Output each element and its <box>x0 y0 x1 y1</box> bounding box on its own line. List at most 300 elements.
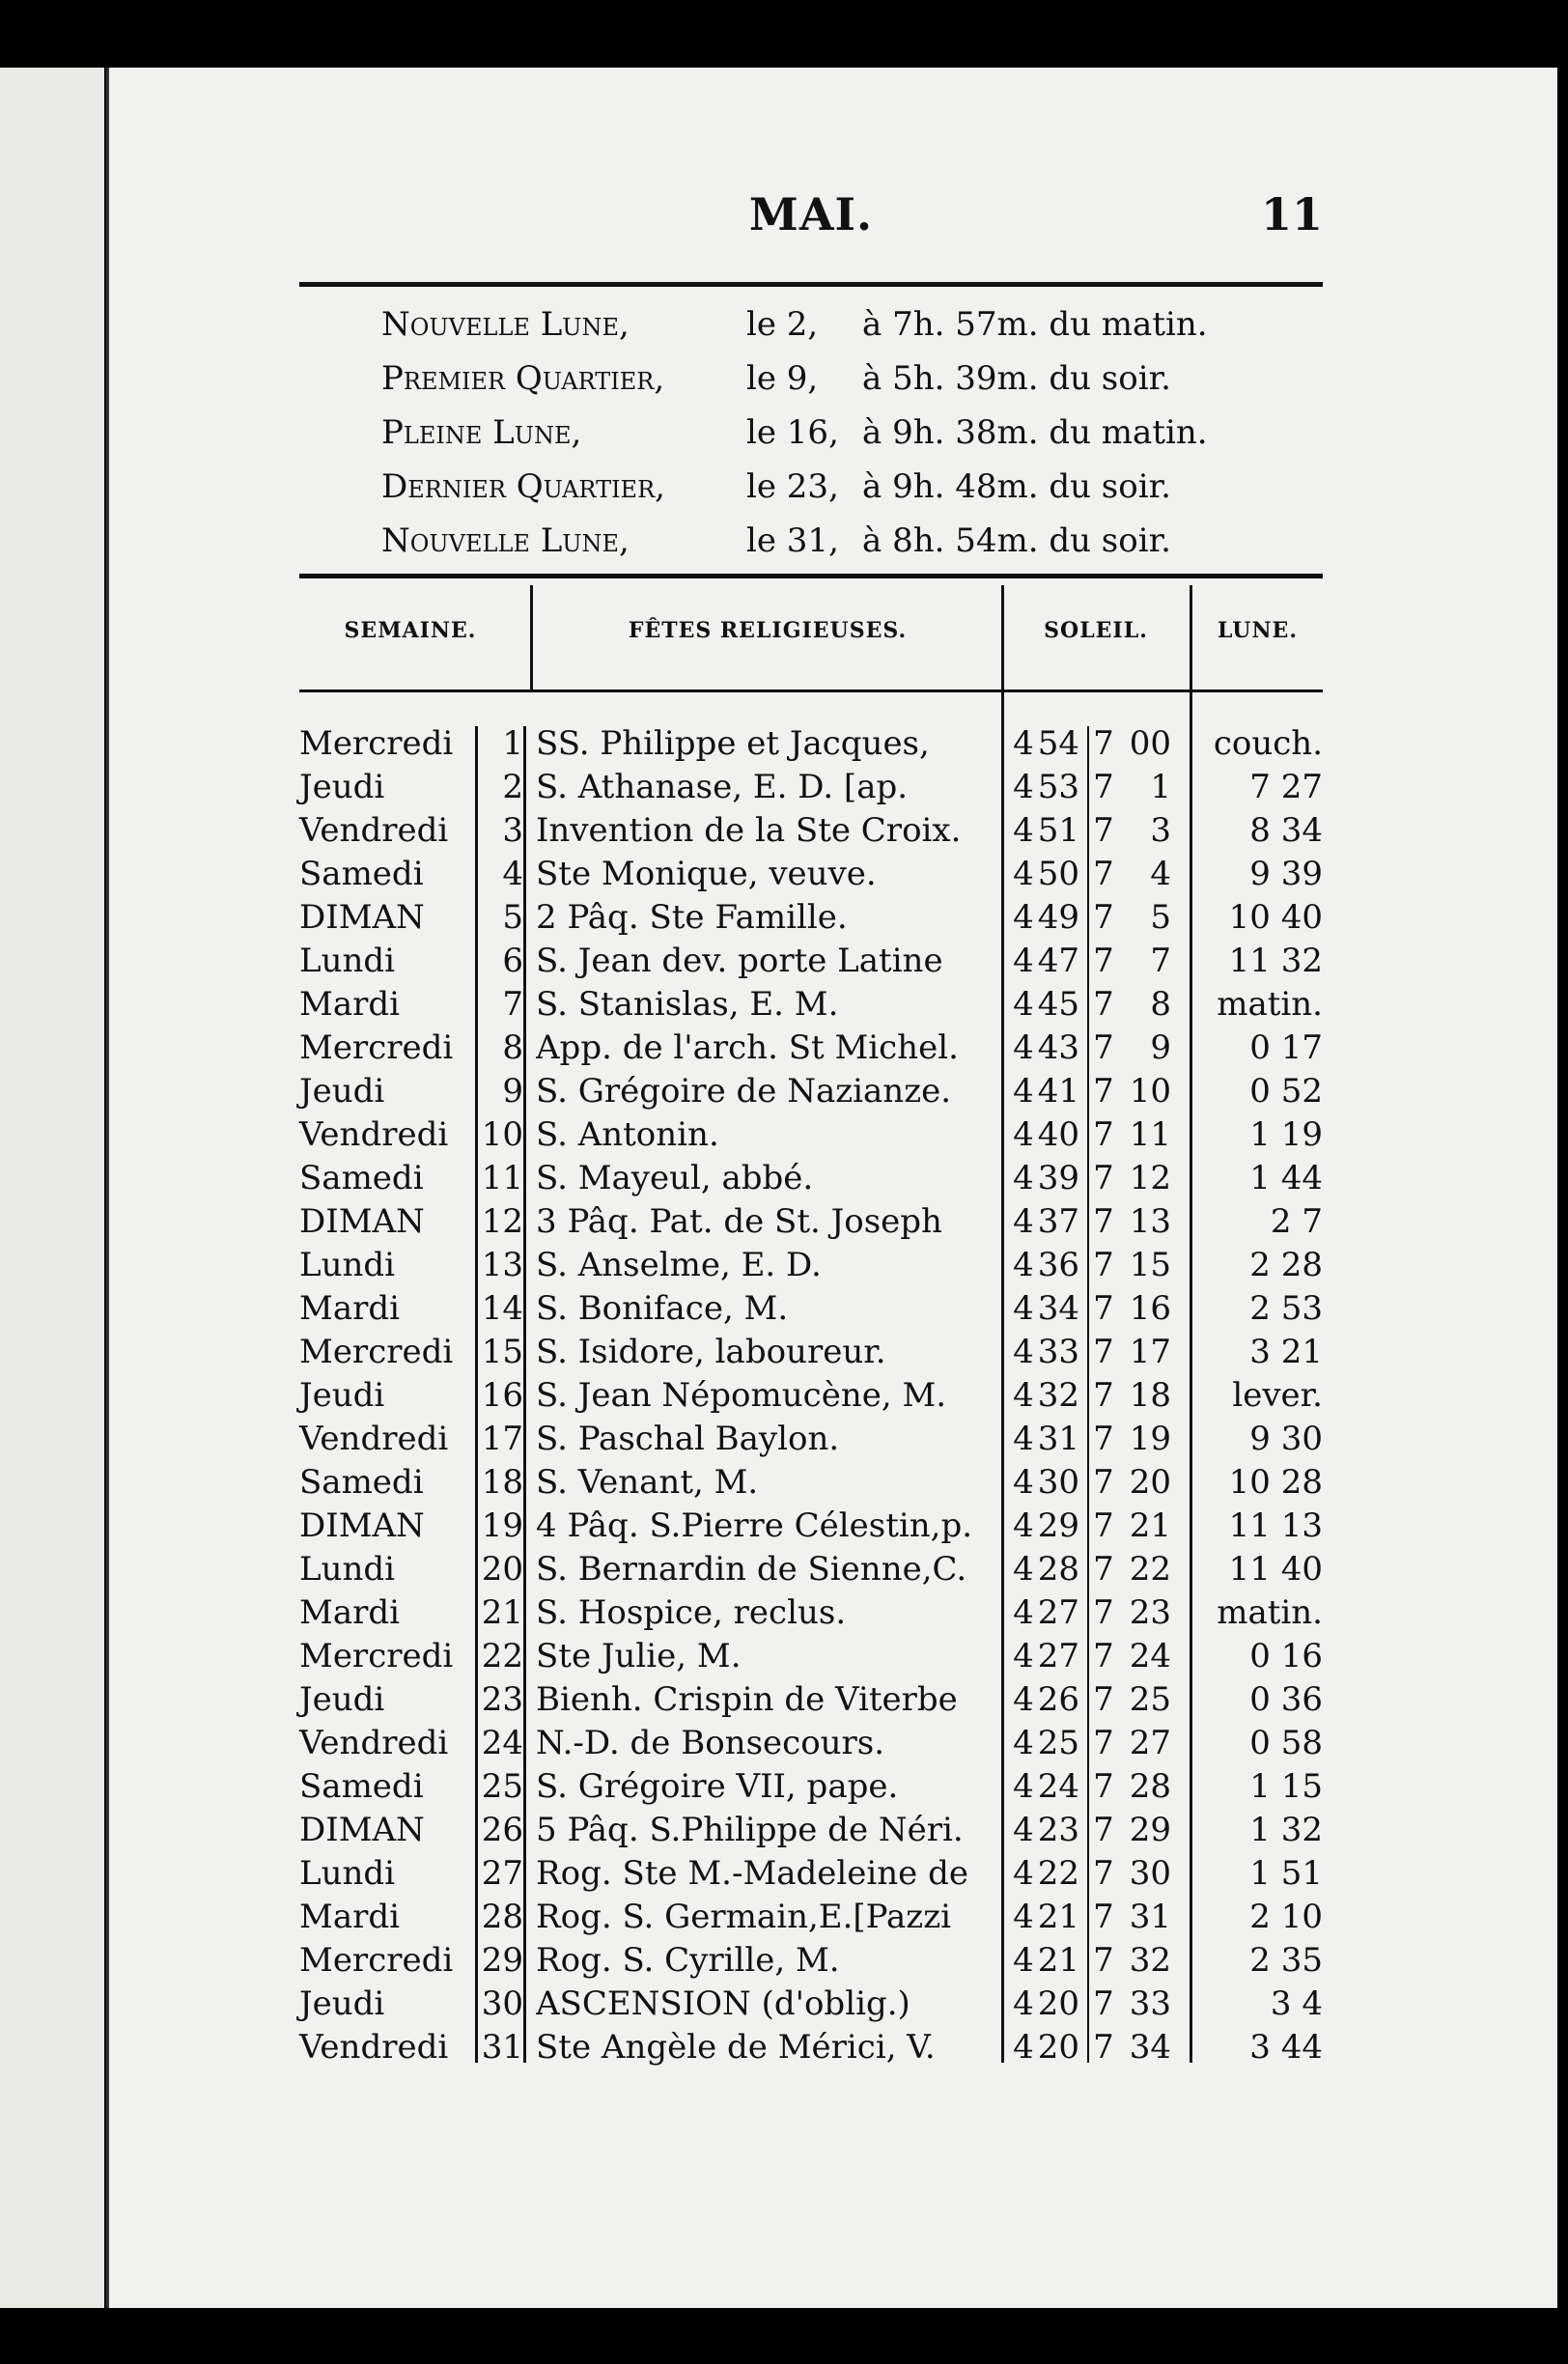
sunset-hour-cell: 7 <box>1093 1376 1114 1415</box>
sunset-hour-cell: 7 <box>1093 1724 1114 1762</box>
feast-cell: Rog. S. Germain,E.[Pazzi <box>536 1898 951 1936</box>
moon-phase-name: Nouvelle Lune, <box>381 521 630 560</box>
moon-phase-row <box>381 460 1328 514</box>
date-cell: 27 <box>481 1854 523 1893</box>
table-row <box>297 1157 1321 1200</box>
table-row <box>297 1113 1321 1157</box>
column-header-lune: LUNE. <box>1218 618 1298 643</box>
moon-phase-name: Premier Quartier, <box>381 359 665 398</box>
sunrise-hour-cell: 4 <box>1013 811 1034 850</box>
table-row <box>297 1939 1321 1983</box>
sunrise-hour-cell: 4 <box>1013 1115 1034 1154</box>
table-row <box>297 1548 1321 1591</box>
date-cell: 20 <box>481 1550 523 1589</box>
sunset-minute-cell: 30 <box>1129 1854 1171 1893</box>
sunrise-minute-cell: 30 <box>1037 1463 1079 1502</box>
sunrise-hour-cell: 4 <box>1013 942 1034 980</box>
sunrise-minute-cell: 51 <box>1037 811 1079 850</box>
weekday-cell: Vendredi <box>299 1420 449 1458</box>
weekday-cell: Mercredi <box>299 1333 454 1371</box>
weekday-cell: Mercredi <box>299 1941 454 1980</box>
weekday-cell: Mercredi <box>299 1637 454 1675</box>
moon-phase-row <box>381 297 1328 352</box>
feast-cell: S. Isidore, laboureur. <box>536 1333 886 1371</box>
moon-cell: 9 30 <box>1249 1420 1323 1458</box>
moon-phase-day: le 16, <box>746 413 839 452</box>
sunrise-minute-cell: 54 <box>1037 724 1079 763</box>
date-cell: 25 <box>481 1767 523 1806</box>
sunset-minute-cell: 17 <box>1129 1333 1171 1371</box>
table-row <box>297 1896 1321 1939</box>
date-cell: 17 <box>481 1420 523 1458</box>
sunrise-minute-cell: 43 <box>1037 1028 1079 1067</box>
feast-cell: S. Grégoire de Nazianze. <box>536 1072 952 1111</box>
sunrise-hour-cell: 4 <box>1013 1941 1034 1980</box>
feast-cell: S. Mayeul, abbé. <box>536 1159 814 1197</box>
weekday-cell: Samedi <box>299 1463 424 1502</box>
feast-cell: S. Anselme, E. D. <box>536 1246 822 1284</box>
feast-cell: S. Boniface, M. <box>536 1289 789 1328</box>
date-cell: 4 <box>502 855 523 893</box>
sunrise-minute-cell: 25 <box>1037 1724 1079 1762</box>
feast-cell: S. Grégoire VII, pape. <box>536 1767 899 1806</box>
sunset-hour-cell: 7 <box>1093 1420 1114 1458</box>
date-cell: 21 <box>481 1593 523 1632</box>
sunset-hour-cell: 7 <box>1093 1767 1114 1806</box>
divider-semaine-fetes <box>530 585 533 690</box>
moon-cell: 3 4 <box>1270 1984 1323 2023</box>
date-cell: 15 <box>481 1333 523 1371</box>
moon-cell: 10 28 <box>1228 1463 1323 1502</box>
weekday-cell: Mardi <box>299 1898 400 1936</box>
moon-cell: 11 40 <box>1228 1550 1323 1589</box>
sunset-minute-cell: 9 <box>1150 1028 1171 1067</box>
weekday-cell: Jeudi <box>299 1680 385 1719</box>
table-row <box>297 1809 1321 1852</box>
sunrise-minute-cell: 47 <box>1037 942 1079 980</box>
middle-rule <box>299 574 1323 578</box>
moon-phase-day: le 23, <box>746 467 839 506</box>
weekday-cell: Mercredi <box>299 1028 454 1067</box>
sunset-hour-cell: 7 <box>1093 942 1114 980</box>
date-cell: 26 <box>481 1811 523 1849</box>
sunrise-minute-cell: 41 <box>1037 1072 1079 1111</box>
sunset-minute-cell: 5 <box>1150 898 1171 937</box>
sunset-minute-cell: 22 <box>1129 1550 1171 1589</box>
moon-cell: 0 52 <box>1249 1072 1323 1111</box>
feast-cell: S. Venant, M. <box>536 1463 759 1502</box>
sunrise-hour-cell: 4 <box>1013 1724 1034 1762</box>
moon-phase-name: Dernier Quartier, <box>381 467 665 506</box>
moon-cell: 0 36 <box>1249 1680 1323 1719</box>
sunrise-minute-cell: 40 <box>1037 1115 1079 1154</box>
sunrise-hour-cell: 4 <box>1013 1984 1034 2023</box>
sunset-hour-cell: 7 <box>1093 1637 1114 1675</box>
sunset-minute-cell: 24 <box>1129 1637 1171 1675</box>
date-cell: 6 <box>502 942 523 980</box>
sunset-hour-cell: 7 <box>1093 1854 1114 1893</box>
moon-phases <box>381 297 1328 568</box>
sunset-hour-cell: 7 <box>1093 1115 1114 1154</box>
sunset-minute-cell: 21 <box>1129 1506 1171 1545</box>
sunrise-hour-cell: 4 <box>1013 1637 1034 1675</box>
sunrise-hour-cell: 4 <box>1013 1854 1034 1893</box>
feast-cell: Invention de la Ste Croix. <box>536 811 962 850</box>
feast-cell: ASCENSION (d'oblig.) <box>536 1984 910 2023</box>
sunrise-minute-cell: 20 <box>1037 2028 1079 2067</box>
date-cell: 18 <box>481 1463 523 1502</box>
table-row <box>297 1983 1321 2026</box>
sunrise-minute-cell: 45 <box>1037 985 1079 1024</box>
sunset-minute-cell: 00 <box>1129 724 1171 763</box>
moon-phase-row <box>381 406 1328 460</box>
sunset-minute-cell: 29 <box>1129 1811 1171 1849</box>
table-row <box>297 1678 1321 1722</box>
feast-cell: 4 Pâq. S.Pierre Célestin,p. <box>536 1506 973 1545</box>
weekday-cell: Lundi <box>299 942 396 980</box>
sunrise-minute-cell: 39 <box>1037 1159 1079 1197</box>
sunrise-minute-cell: 26 <box>1037 1680 1079 1719</box>
sunset-minute-cell: 27 <box>1129 1724 1171 1762</box>
sunrise-hour-cell: 4 <box>1013 1072 1034 1111</box>
moon-phase-time: à 9h. 48m. du soir. <box>862 467 1171 506</box>
table-row <box>297 1200 1321 1244</box>
moon-phase-row <box>381 352 1328 406</box>
table-row <box>297 1027 1321 1070</box>
sunrise-minute-cell: 53 <box>1037 768 1079 806</box>
sunrise-hour-cell: 4 <box>1013 855 1034 893</box>
sunset-minute-cell: 28 <box>1129 1767 1171 1806</box>
sunset-hour-cell: 7 <box>1093 1506 1114 1545</box>
table-row <box>297 1591 1321 1635</box>
table-row <box>297 2026 1321 2069</box>
weekday-cell: DIMAN <box>299 898 425 937</box>
moon-cell: 0 58 <box>1249 1724 1323 1762</box>
moon-phase-name: Nouvelle Lune, <box>381 305 630 344</box>
sunrise-hour-cell: 4 <box>1013 1420 1034 1458</box>
sunset-hour-cell: 7 <box>1093 1593 1114 1632</box>
sunset-minute-cell: 3 <box>1150 811 1171 850</box>
feast-cell: S. Hospice, reclus. <box>536 1593 847 1632</box>
sunset-minute-cell: 12 <box>1129 1159 1171 1197</box>
feast-cell: Ste Julie, M. <box>536 1637 742 1675</box>
sunset-minute-cell: 1 <box>1150 768 1171 806</box>
feast-cell: S. Bernardin de Sienne,C. <box>536 1550 967 1589</box>
feast-cell: S. Jean dev. porte Latine <box>536 942 943 980</box>
sunset-hour-cell: 7 <box>1093 1941 1114 1980</box>
sunset-minute-cell: 16 <box>1129 1289 1171 1328</box>
date-cell: 5 <box>502 898 523 937</box>
sunrise-minute-cell: 24 <box>1037 1767 1079 1806</box>
table-row <box>297 940 1321 983</box>
moon-cell: 2 7 <box>1270 1202 1323 1241</box>
sunset-hour-cell: 7 <box>1093 898 1114 937</box>
sunset-hour-cell: 7 <box>1093 1680 1114 1719</box>
sunset-minute-cell: 25 <box>1129 1680 1171 1719</box>
weekday-cell: Mardi <box>299 1289 400 1328</box>
feast-cell: S. Athanase, E. D. [ap. <box>536 768 909 806</box>
table-row <box>297 809 1321 853</box>
feast-cell: Bienh. Crispin de Viterbe <box>536 1680 958 1719</box>
moon-cell: 2 35 <box>1249 1941 1323 1980</box>
moon-cell: 9 39 <box>1249 855 1323 893</box>
moon-cell: 1 19 <box>1249 1115 1323 1154</box>
weekday-cell: Jeudi <box>299 1072 385 1111</box>
table-row <box>297 1331 1321 1374</box>
sunrise-minute-cell: 31 <box>1037 1420 1079 1458</box>
table-row <box>297 1635 1321 1678</box>
table-row <box>297 1418 1321 1461</box>
sunset-minute-cell: 13 <box>1129 1202 1171 1241</box>
sunset-hour-cell: 7 <box>1093 2028 1114 2067</box>
table-row <box>297 1852 1321 1896</box>
sunset-minute-cell: 18 <box>1129 1376 1171 1415</box>
sunset-minute-cell: 32 <box>1129 1941 1171 1980</box>
sunset-hour-cell: 7 <box>1093 1159 1114 1197</box>
sunrise-hour-cell: 4 <box>1013 1463 1034 1502</box>
feast-cell: S. Antonin. <box>536 1115 719 1154</box>
sunset-hour-cell: 7 <box>1093 768 1114 806</box>
date-cell: 28 <box>481 1898 523 1936</box>
moon-cell: matin. <box>1217 1593 1323 1632</box>
table-row <box>297 1244 1321 1287</box>
sunrise-minute-cell: 37 <box>1037 1202 1079 1241</box>
sunset-hour-cell: 7 <box>1093 1072 1114 1111</box>
moon-cell: 2 53 <box>1249 1289 1323 1328</box>
date-cell: 23 <box>481 1680 523 1719</box>
date-cell: 14 <box>481 1289 523 1328</box>
feast-cell: Ste Angèle de Mérici, V. <box>536 2028 936 2067</box>
date-cell: 30 <box>481 1984 523 2023</box>
weekday-cell: Mercredi <box>299 724 454 763</box>
sunset-minute-cell: 31 <box>1129 1898 1171 1936</box>
sunset-hour-cell: 7 <box>1093 1550 1114 1589</box>
moon-cell: 10 40 <box>1228 898 1323 937</box>
sunrise-hour-cell: 4 <box>1013 1202 1034 1241</box>
sunset-minute-cell: 11 <box>1129 1115 1171 1154</box>
sunrise-minute-cell: 27 <box>1037 1637 1079 1675</box>
sunrise-hour-cell: 4 <box>1013 1767 1034 1806</box>
sunrise-hour-cell: 4 <box>1013 2028 1034 2067</box>
table-row <box>297 983 1321 1027</box>
date-cell: 13 <box>481 1246 523 1284</box>
weekday-cell: Mardi <box>299 985 400 1024</box>
sunset-hour-cell: 7 <box>1093 1246 1114 1284</box>
weekday-cell: DIMAN <box>299 1202 425 1241</box>
moon-cell: couch. <box>1213 724 1323 763</box>
top-rule <box>299 282 1323 287</box>
feast-cell: 2 Pâq. Ste Famille. <box>536 898 848 937</box>
sunrise-hour-cell: 4 <box>1013 1593 1034 1632</box>
feast-cell: Rog. S. Cyrille, M. <box>536 1941 840 1980</box>
table-row <box>297 722 1321 766</box>
moon-cell: lever. <box>1232 1376 1323 1415</box>
moon-cell: 2 28 <box>1249 1246 1323 1284</box>
sunset-minute-cell: 33 <box>1129 1984 1171 2023</box>
date-cell: 2 <box>502 768 523 806</box>
sunset-hour-cell: 7 <box>1093 1463 1114 1502</box>
sunset-minute-cell: 34 <box>1129 2028 1171 2067</box>
sunset-minute-cell: 7 <box>1150 942 1171 980</box>
moon-phase-name: Pleine Lune, <box>381 413 582 452</box>
moon-cell: 11 32 <box>1228 942 1323 980</box>
sunrise-minute-cell: 21 <box>1037 1941 1079 1980</box>
facing-page-edge <box>0 68 104 2308</box>
moon-phase-day: le 31, <box>746 521 839 560</box>
feast-cell: App. de l'arch. St Michel. <box>536 1028 959 1067</box>
table-row <box>297 1722 1321 1765</box>
sunrise-hour-cell: 4 <box>1013 724 1034 763</box>
moon-phase-time: à 9h. 38m. du matin. <box>862 413 1208 452</box>
weekday-cell: Lundi <box>299 1550 396 1589</box>
moon-cell: 3 44 <box>1249 2028 1323 2067</box>
weekday-cell: Jeudi <box>299 768 385 806</box>
column-header-fetes: FÊTES RELIGIEUSES. <box>628 618 908 643</box>
weekday-cell: Vendredi <box>299 2028 449 2067</box>
sunrise-hour-cell: 4 <box>1013 1898 1034 1936</box>
moon-phase-time: à 5h. 39m. du soir. <box>862 359 1171 398</box>
sunset-minute-cell: 20 <box>1129 1463 1171 1502</box>
sunrise-minute-cell: 27 <box>1037 1593 1079 1632</box>
sunset-minute-cell: 4 <box>1150 855 1171 893</box>
moon-cell: matin. <box>1217 985 1323 1024</box>
sunrise-hour-cell: 4 <box>1013 1028 1034 1067</box>
sunrise-minute-cell: 21 <box>1037 1898 1079 1936</box>
moon-cell: 2 10 <box>1249 1898 1323 1936</box>
moon-cell: 1 51 <box>1249 1854 1323 1893</box>
moon-phase-time: à 7h. 57m. du matin. <box>862 305 1208 344</box>
feast-cell: S. Stanislas, E. M. <box>536 985 839 1024</box>
sunrise-hour-cell: 4 <box>1013 1811 1034 1849</box>
date-cell: 31 <box>481 2028 523 2067</box>
sunrise-minute-cell: 33 <box>1037 1333 1079 1371</box>
date-cell: 8 <box>502 1028 523 1067</box>
weekday-cell: Lundi <box>299 1854 396 1893</box>
weekday-cell: Jeudi <box>299 1984 385 2023</box>
date-cell: 29 <box>481 1941 523 1980</box>
weekday-cell: Mardi <box>299 1593 400 1632</box>
moon-cell: 1 32 <box>1249 1811 1323 1849</box>
moon-phase-row <box>381 514 1328 568</box>
sunrise-minute-cell: 23 <box>1037 1811 1079 1849</box>
table-row <box>297 766 1321 809</box>
weekday-cell: Jeudi <box>299 1376 385 1415</box>
sunset-minute-cell: 8 <box>1150 985 1171 1024</box>
sunset-minute-cell: 23 <box>1129 1593 1171 1632</box>
moon-cell: 3 21 <box>1249 1333 1323 1371</box>
calendar-table <box>297 722 1321 2069</box>
feast-cell: N.-D. de Bonsecours. <box>536 1724 885 1762</box>
table-row <box>297 853 1321 896</box>
page-number: 11 <box>1260 188 1323 240</box>
moon-phase-time: à 8h. 54m. du soir. <box>862 521 1171 560</box>
table-row <box>297 1765 1321 1809</box>
date-cell: 19 <box>481 1506 523 1545</box>
sunrise-hour-cell: 4 <box>1013 1680 1034 1719</box>
sunset-hour-cell: 7 <box>1093 1333 1114 1371</box>
sunset-minute-cell: 19 <box>1129 1420 1171 1458</box>
sunrise-hour-cell: 4 <box>1013 1506 1034 1545</box>
date-cell: 9 <box>502 1072 523 1111</box>
sunrise-hour-cell: 4 <box>1013 898 1034 937</box>
sunset-hour-cell: 7 <box>1093 985 1114 1024</box>
sunrise-hour-cell: 4 <box>1013 1289 1034 1328</box>
date-cell: 7 <box>502 985 523 1024</box>
weekday-cell: DIMAN <box>299 1506 425 1545</box>
table-row <box>297 1461 1321 1505</box>
date-cell: 16 <box>481 1376 523 1415</box>
moon-cell: 1 15 <box>1249 1767 1323 1806</box>
sunset-hour-cell: 7 <box>1093 1811 1114 1849</box>
date-cell: 1 <box>502 724 523 763</box>
column-header-soleil: SOLEIL. <box>1044 618 1148 643</box>
date-cell: 10 <box>481 1115 523 1154</box>
weekday-cell: Lundi <box>299 1246 396 1284</box>
sunrise-hour-cell: 4 <box>1013 1246 1034 1284</box>
weekday-cell: Samedi <box>299 855 424 893</box>
date-cell: 3 <box>502 811 523 850</box>
weekday-cell: Samedi <box>299 1159 424 1197</box>
feast-cell: Rog. Ste M.-Madeleine de <box>536 1854 968 1893</box>
sunrise-minute-cell: 29 <box>1037 1506 1079 1545</box>
sunrise-minute-cell: 49 <box>1037 898 1079 937</box>
sunset-hour-cell: 7 <box>1093 1289 1114 1328</box>
date-cell: 24 <box>481 1724 523 1762</box>
table-row <box>297 1070 1321 1113</box>
sunset-hour-cell: 7 <box>1093 1898 1114 1936</box>
moon-phase-day: le 2, <box>746 305 819 344</box>
moon-cell: 0 17 <box>1249 1028 1323 1067</box>
sunrise-hour-cell: 4 <box>1013 1376 1034 1415</box>
weekday-cell: Vendredi <box>299 811 449 850</box>
moon-phase-day: le 9, <box>746 359 819 398</box>
weekday-cell: DIMAN <box>299 1811 425 1849</box>
sunrise-minute-cell: 20 <box>1037 1984 1079 2023</box>
month-title: MAI. <box>748 188 874 240</box>
sunset-minute-cell: 10 <box>1129 1072 1171 1111</box>
feast-cell: SS. Philippe et Jacques, <box>536 724 930 763</box>
moon-cell: 1 44 <box>1249 1159 1323 1197</box>
moon-cell: 7 27 <box>1249 768 1323 806</box>
weekday-cell: Vendredi <box>299 1724 449 1762</box>
sunrise-minute-cell: 32 <box>1037 1376 1079 1415</box>
sunset-hour-cell: 7 <box>1093 1202 1114 1241</box>
feast-cell: Ste Monique, veuve. <box>536 855 877 893</box>
sunrise-minute-cell: 34 <box>1037 1289 1079 1328</box>
column-header-semaine: SEMAINE. <box>344 618 477 643</box>
sunrise-minute-cell: 22 <box>1037 1854 1079 1893</box>
feast-cell: 5 Pâq. S.Philippe de Néri. <box>536 1811 964 1849</box>
sunrise-hour-cell: 4 <box>1013 1333 1034 1371</box>
sunrise-hour-cell: 4 <box>1013 768 1034 806</box>
sunset-hour-cell: 7 <box>1093 724 1114 763</box>
table-row <box>297 1374 1321 1418</box>
moon-cell: 11 13 <box>1228 1506 1323 1545</box>
date-cell: 11 <box>481 1159 523 1197</box>
sunrise-minute-cell: 28 <box>1037 1550 1079 1589</box>
sunrise-hour-cell: 4 <box>1013 1550 1034 1589</box>
sunset-minute-cell: 15 <box>1129 1246 1171 1284</box>
weekday-cell: Samedi <box>299 1767 424 1806</box>
sunrise-hour-cell: 4 <box>1013 985 1034 1024</box>
weekday-cell: Vendredi <box>299 1115 449 1154</box>
header-underline <box>299 690 1323 692</box>
table-row <box>297 896 1321 940</box>
table-row <box>297 1505 1321 1548</box>
sunrise-minute-cell: 50 <box>1037 855 1079 893</box>
date-cell: 12 <box>481 1202 523 1241</box>
sunset-hour-cell: 7 <box>1093 811 1114 850</box>
